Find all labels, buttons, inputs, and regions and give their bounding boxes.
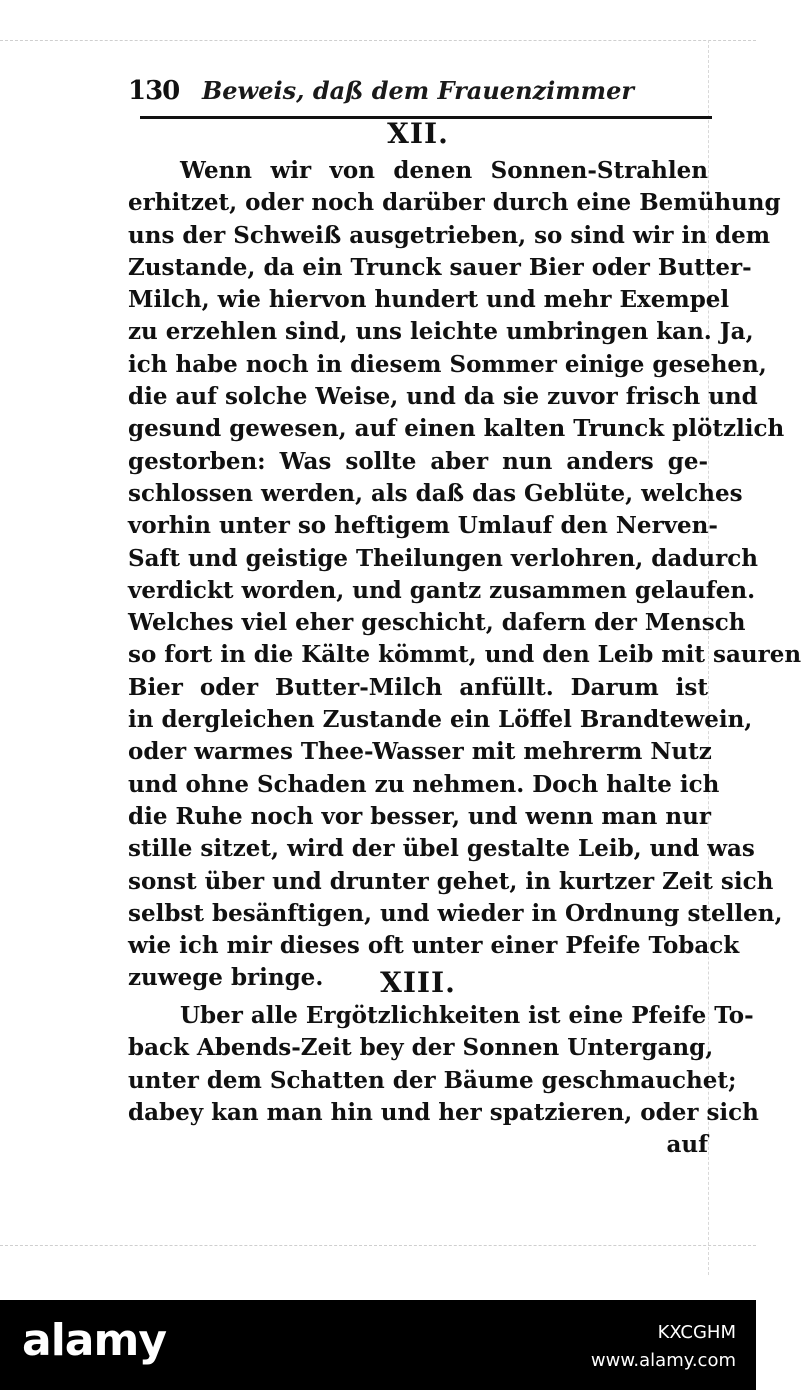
text-line: schlossen werden, als daß das Geblüte, welches [128, 479, 743, 507]
stock-logo: alamy [22, 1315, 166, 1366]
page-edge-top [0, 40, 756, 41]
running-head: Beweis, daß dem Frauenzimmer [202, 76, 634, 105]
text-line: gesund gewesen, auf einen kalten Trunck plötzlich [128, 415, 785, 443]
text-line: verdickt worden, und gantz zusammen gelaufen. [128, 576, 756, 604]
text-line: Welches viel eher geschicht, dafern der Mensch [128, 609, 746, 637]
text-line: wie ich mir dieses oft unter einer Pfeife Toback [128, 932, 740, 960]
text-line: ich habe noch in diesem Sommer einige gesehen, [128, 350, 767, 378]
text-line: uns der Schweiß ausgetrieben, so sind wir in dem [128, 221, 771, 249]
text-line: und ohne Schaden zu nehmen. Doch halte ich [128, 770, 720, 798]
page-edge-bottom [0, 1245, 756, 1246]
page-header [128, 72, 708, 112]
text-line: Milch, wie hiervon hundert und mehr Exempel [128, 286, 730, 314]
text-line: zu erzehlen sind, uns leichte umbringen kan. Ja, [128, 318, 754, 346]
text-line: so fort in die Kälte kömmt, und den Leib mit sauren [128, 641, 801, 669]
text-line: dabey kan man hin und her spatzieren, oder sich [128, 1098, 759, 1126]
text-line: oder warmes Thee-Wasser mit mehrerm Nutz [128, 738, 712, 766]
text-line: Wenn wir von denen Sonnen-Strahlen [180, 157, 708, 184]
text-line: sonst über und drunter gehet, in kurtzer Zeit sich [128, 867, 774, 895]
text-line: die auf solche Weise, und da sie zuvor frisch und [128, 383, 758, 411]
text-line: zuwege bringe. [128, 964, 324, 992]
section-title-xiii: XIII. [380, 966, 456, 999]
text-line: vorhin unter so heftigem Umlauf den Nerven- [128, 512, 718, 540]
text-line: Saft und geistige Theilungen verlohren, dadurch [128, 544, 758, 572]
text-line: gestorben: Was sollte aber nun anders ge- [128, 447, 708, 475]
text-line: Bier oder Butter-Milch anfüllt. Darum ist [128, 673, 708, 701]
catchword: auf [666, 1131, 708, 1159]
text-line: in dergleichen Zustande ein Löffel Brandtewein, [128, 706, 753, 734]
text-line: back Abends-Zeit bey der Sonnen Untergang, [128, 1034, 714, 1062]
section-body-xiii [128, 1000, 759, 1161]
section-body-xii [128, 155, 801, 995]
text-line: die Ruhe noch vor besser, und wenn man nur [128, 802, 711, 830]
text-line: stille sitzet, wird der übel gestalte Leib, und was [128, 835, 755, 863]
text-line: Uber alle Ergötzlichkeiten ist eine Pfeife To- [180, 1002, 754, 1029]
section-title-xii: XII. [387, 117, 449, 150]
page-number: 130 [128, 76, 180, 106]
text-line: erhitzet, oder noch darüber durch eine Bemühung [128, 189, 781, 217]
image-id: KXCGHM [657, 1322, 736, 1343]
stock-url: www.alamy.com [590, 1350, 736, 1371]
text-line: Zustande, da ein Trunck sauer Bier oder Butter- [128, 253, 752, 281]
text-line: selbst besänftigen, und wieder in Ordnung stellen, [128, 899, 783, 927]
text-line: unter dem Schatten der Bäume geschmauchet; [128, 1066, 737, 1094]
